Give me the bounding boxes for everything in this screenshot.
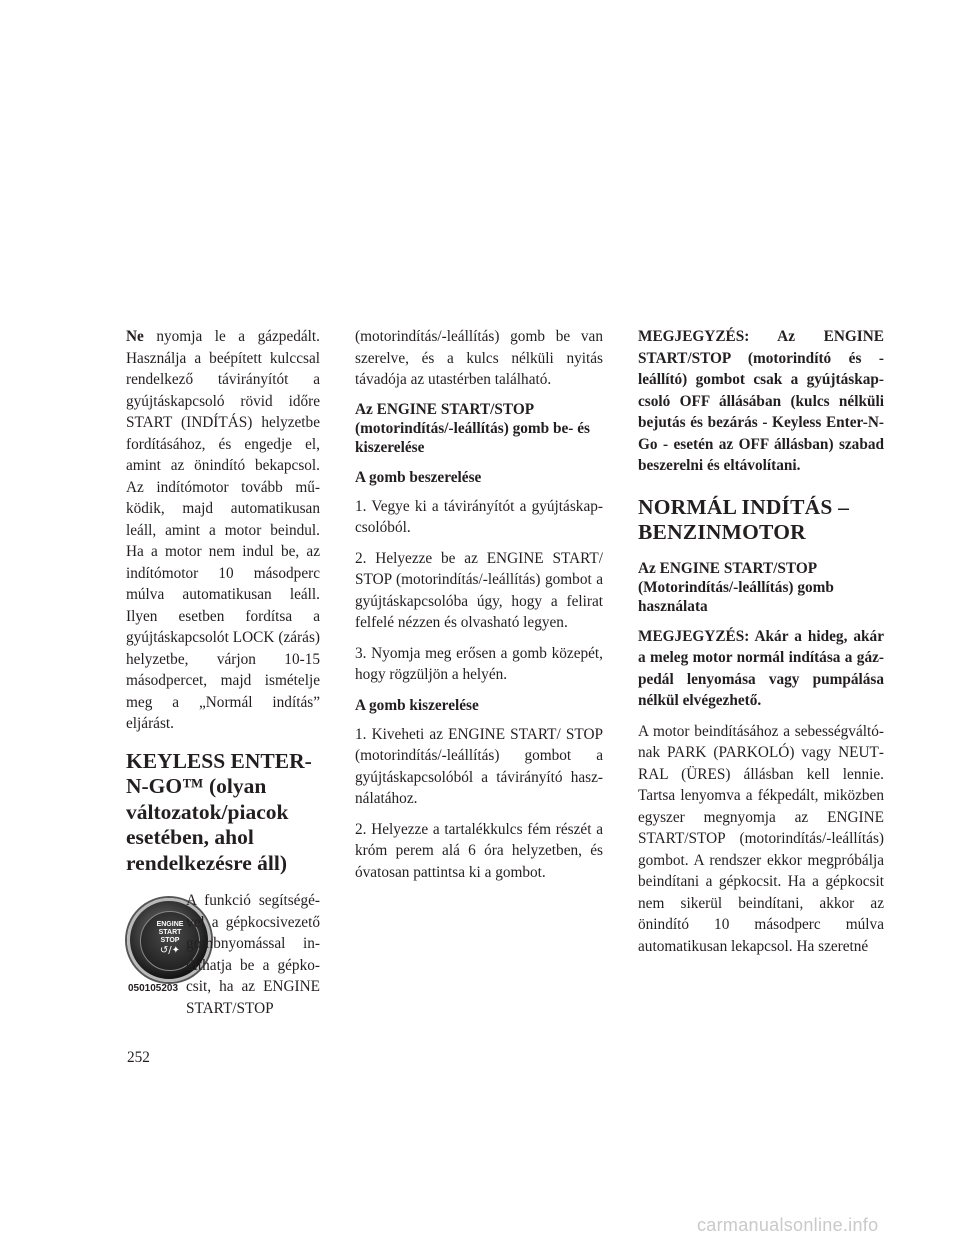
power-brake-icon: ↺/✦ [159,945,181,956]
column-middle [355,326,603,892]
remove-step-1: 1. Kiveheti az ENGINE START/ STOP (motorindítás/-leállítás) gombot a gyújtáskapcsolóból a távirányító használatához. [355,725,603,807]
install-step-3: 3. Nyomja meg erősen a gomb közepét, hogy rögzüljön a helyén. [355,644,603,683]
note-install-off: MEGJEGYZÉS: Az ENGINE START/STOP (motorindító és -leállító) gombot csak a gyújtáskapcsoló OFF állásában (kulcs nélküli bejutás és bezárás - Keyless Enter-N-Go - esetén az OFF állásban) szabad beszerelni és eltávolítani. [638,328,884,474]
heading-button-usage: Az ENGINE START/STOP (Motorindítás/-leállítás) gomb használata [638,559,834,615]
column-left [126,326,320,1020]
intro-bold-word: Ne [126,328,144,345]
subheading-remove: A gomb kiszerelése [355,696,479,714]
figure-caption: A funkció segítségével a gépkocsivezető gombnyomással indíthatja be a gépkocsit, ha az ENGINE START/STOP [186,892,320,1017]
paragraph-start-procedure: A motor beindításához a sebességváltónak PARK (PARKOLÓ) vagy NEUTRAL (ÜRES) állásban kell lennie. Tartsa lenyomva a fékpedált, miközben egyszer megnyomja az ENGINE START/STOP (motorindítás/-leállítás) gombot. A rendszer ekkor megpróbálja beindítani a gépkocsit. Ha a gépkocsit nem sikerül beindítani, akkor az önindító 10 másodperc múlva automatikusan lekapcsol. Ha szeretné [638,722,884,955]
install-step-2: 2. Helyezze be az ENGINE START/ STOP (motorindítás/-leállítás) gombot a gyújtáskapcsolóba úgy, hogy a felirat felfelé nézzen és olvasható legyen. [355,549,603,631]
paragraph-continuation: (motorindítás/-leállítás) gomb be van szerelve, és a kulcs nélküli nyitás távadója az utastérben található. [355,328,603,388]
paragraph-intro [126,326,320,735]
button-label-start: START [158,929,182,936]
figure-engine-start-stop [126,890,320,1020]
remove-step-2: 2. Helyezze a tartalékkulcs fém részét a króm perem alá 6 óra helyzetben, és óvatosan pattintsa ki a gombot. [355,820,603,881]
heading-normal-start-line2: BENZINMOTOR [638,519,806,544]
heading-normal-start-line1: NORMÁL INDÍTÁS – [638,494,850,519]
install-step-1: 1. Vegye ki a távirányítót a gyújtáskapcsolóból. [355,497,603,536]
page-number: 252 [127,1049,150,1066]
heading-normal-start [638,495,884,545]
watermark: carmanualsonline.info [697,1215,879,1235]
figure-id: 050105203 [128,983,179,994]
heading-install-remove: Az ENGINE START/STOP (motorindítás/-leállítás) gomb be- és kiszerelése [355,400,590,456]
column-right [638,326,884,966]
subheading-install: A gomb beszerelése [355,468,482,486]
heading-keyless-enter-n-go: KEYLESS ENTER-N-GO™ (olyan változatok/piacok esetében, ahol rendelkezésre áll) [126,748,312,875]
button-label-engine: ENGINE [156,921,184,928]
note-cold-warm-start: MEGJEGYZÉS: Akár a hideg, akár a meleg motor normál indítása a gázpedál lenyomása vagy pumpálása nélkül elvégezhető. [638,627,884,709]
intro-text: nyomja le a gázpedált. Használja a beépített kulccsal rendelkező távirányítót a gyújtáskapcsoló rövid időre START (INDÍTÁS) helyzetbe fordításához, és engedje el, amint az önindító bekapcsol. Az indítómotor tovább működik, majd automatikusan leáll, amint a motor beindul. Ha a motor nem indul be, az indítómotor 10 másodperc múlva automatikusan leáll. Ilyen esetben fordítsa a gyújtáskapcsolót LOCK (zárás) helyzetbe, várjon 10-15 másodpercet, majd ismételje meg a „Normál indítás” eljárást. [126,328,320,732]
button-label-stop: STOP [160,937,180,944]
